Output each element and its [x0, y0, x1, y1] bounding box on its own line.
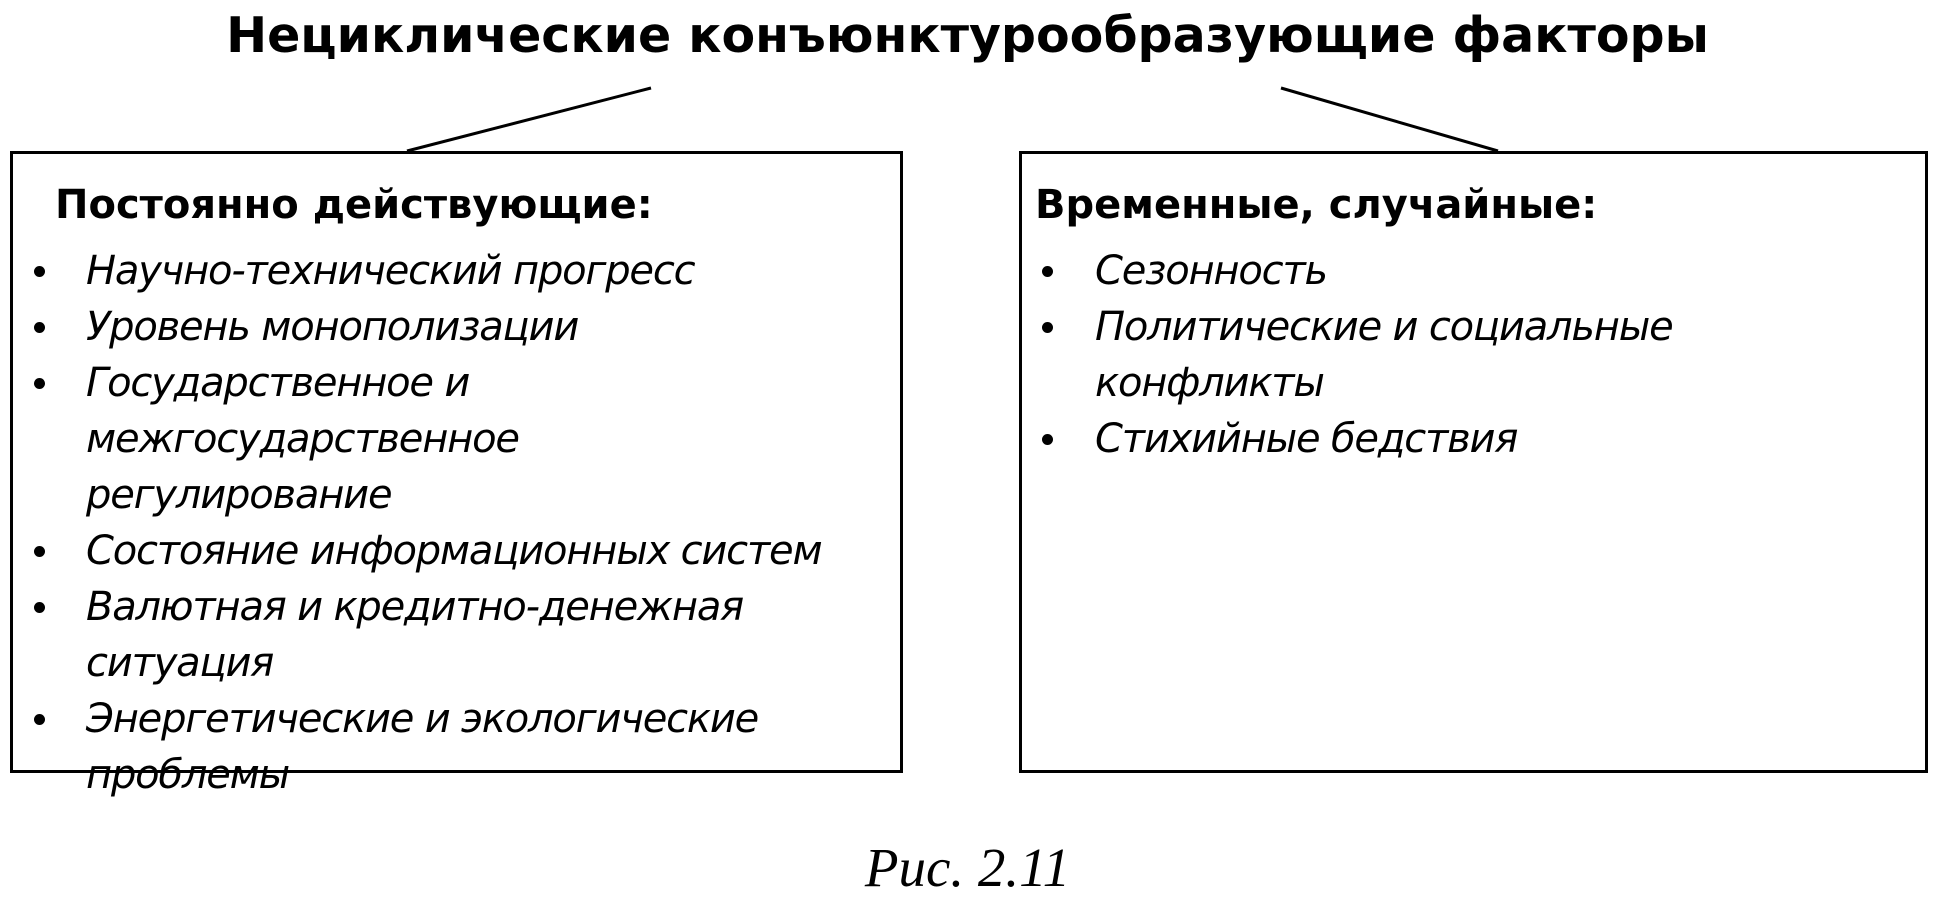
bullet-icon: [34, 714, 45, 725]
list-item: [1022, 243, 1912, 299]
bullet-icon: [1042, 434, 1053, 445]
bullet-icon: [1042, 266, 1053, 277]
connector-line-right: [1281, 88, 1498, 151]
list-item: [13, 243, 893, 299]
list-temporary-factors: [1022, 243, 1912, 467]
box-permanent-factors: [10, 151, 903, 798]
diagram-title: Нециклические конъюнктурообразующие факторы: [226, 7, 1709, 64]
box-heading-temporary: Временные, случайные:: [1035, 182, 1598, 228]
list-item-text: Стихийные бедствия: [1095, 416, 1518, 462]
bullet-icon: [1042, 322, 1053, 333]
list-item: [13, 579, 893, 691]
list-item-text: Валютная и кредитно-денежная ситуация: [86, 584, 744, 686]
list-permanent-factors: [13, 243, 893, 803]
list-item: [13, 523, 893, 579]
list-item-text: Энергетические и экологические проблемы: [86, 696, 759, 798]
connector-line-left: [407, 88, 651, 151]
bullet-icon: [34, 266, 45, 277]
list-item: [1022, 411, 1912, 467]
bullet-icon: [34, 602, 45, 613]
list-item: [1022, 299, 1912, 411]
box-temporary-factors: [1019, 151, 1928, 773]
bullet-icon: [34, 546, 45, 557]
bullet-icon: [34, 322, 45, 333]
box-heading-permanent: Постоянно действующие:: [55, 182, 653, 228]
list-item-text: Научно-технический прогресс: [86, 248, 695, 294]
list-item-text: Состояние информационных систем: [86, 528, 822, 574]
list-item-text: Политические и социальные конфликты: [1095, 304, 1673, 406]
list-item: [13, 355, 893, 523]
figure-caption: Рис. 2.11: [864, 837, 1071, 898]
bullet-icon: [34, 378, 45, 389]
list-item-text: Сезонность: [1095, 248, 1327, 294]
list-item-text: Государственное и межгосударственное регулирование: [86, 360, 519, 518]
list-item: [13, 691, 893, 803]
list-item-text: Уровень монополизации: [86, 304, 579, 350]
list-item: [13, 299, 893, 355]
